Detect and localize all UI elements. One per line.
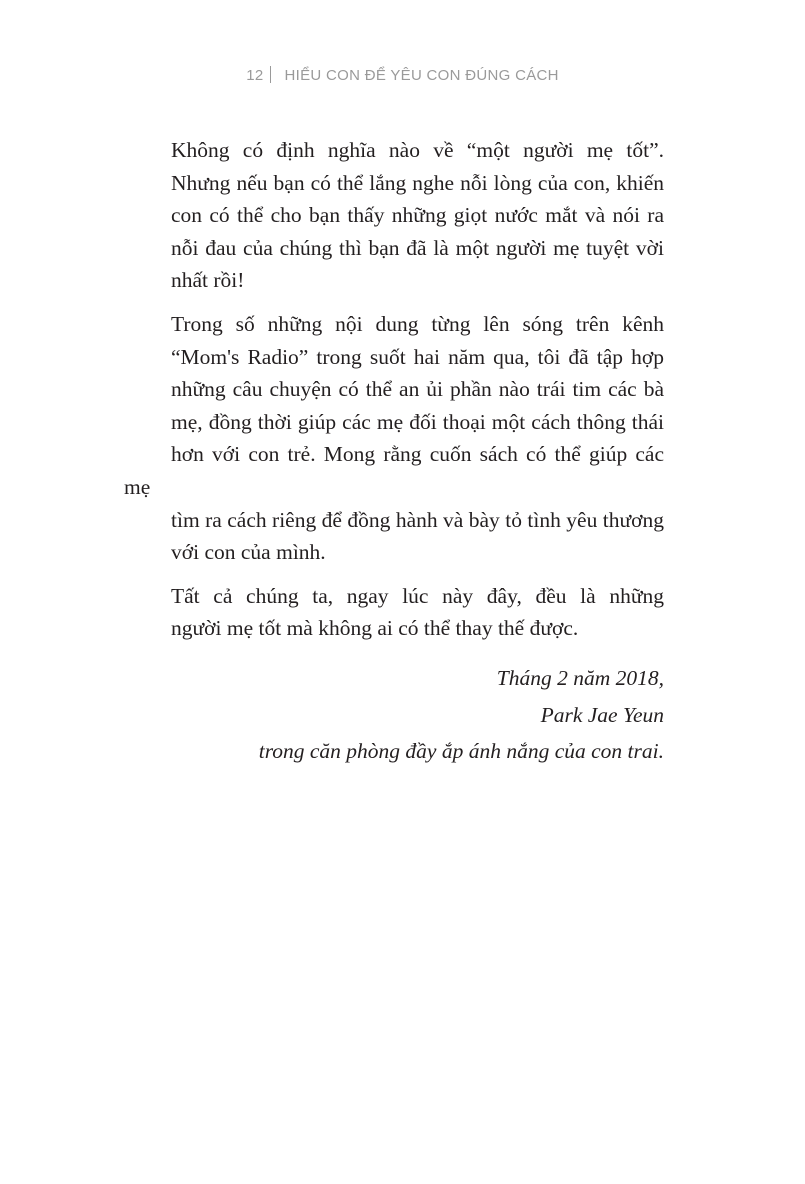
paragraph-3 xyxy=(124,580,664,645)
header-divider xyxy=(270,66,271,83)
text-line: Trong số những nội dung từng lên sóng trên kênh xyxy=(171,311,664,336)
signature-date: Tháng 2 năm 2018, xyxy=(496,666,664,690)
text-line: nhất rồi! xyxy=(171,268,245,293)
text-line: với con của mình. xyxy=(171,540,326,565)
text-line: Không có định nghĩa nào về “một người mẹ tốt”. xyxy=(171,138,664,162)
paragraph-1 xyxy=(124,134,664,297)
body-text xyxy=(124,134,664,656)
text-line: người mẹ tốt mà không ai có thể thay thế được. xyxy=(171,616,579,641)
text-line: những câu chuyện có thể an ủi phần nào trái tim các bà xyxy=(171,377,664,402)
text-line: con có thể cho bạn thấy những giọt nước mắt và nói ra xyxy=(171,203,664,228)
book-title: HIỂU CON ĐỂ YÊU CON ĐÚNG CÁCH xyxy=(284,67,559,84)
signature-author: Park Jae Yeun xyxy=(540,702,664,727)
text-line: “Mom's Radio” trong suốt hai năm qua, tôi đã tập hợp xyxy=(171,344,664,369)
text-line: tìm ra cách riêng để đồng hành và bày tỏ tình yêu thương xyxy=(171,507,664,532)
signature-place: trong căn phòng đầy ắp ánh nắng của con trai. xyxy=(258,739,664,763)
running-header xyxy=(0,66,805,84)
text-line: mẹ, đồng thời giúp các mẹ đối thoại một cách thông thái xyxy=(171,409,664,434)
text-line: Nhưng nếu bạn có thể lắng nghe nỗi lòng của con, khiến xyxy=(171,170,664,195)
text-line: Tất cả chúng ta, ngay lúc này đây, đều là những xyxy=(171,583,664,608)
page-number: 12 xyxy=(246,67,264,84)
text-line: nỗi đau của chúng thì bạn đã là một người mẹ tuyệt vời xyxy=(171,235,664,260)
signature-block xyxy=(259,660,664,770)
text-line: hơn với con trẻ. Mong rằng cuốn sách có thể giúp các mẹ xyxy=(124,442,664,499)
paragraph-2 xyxy=(124,308,664,569)
